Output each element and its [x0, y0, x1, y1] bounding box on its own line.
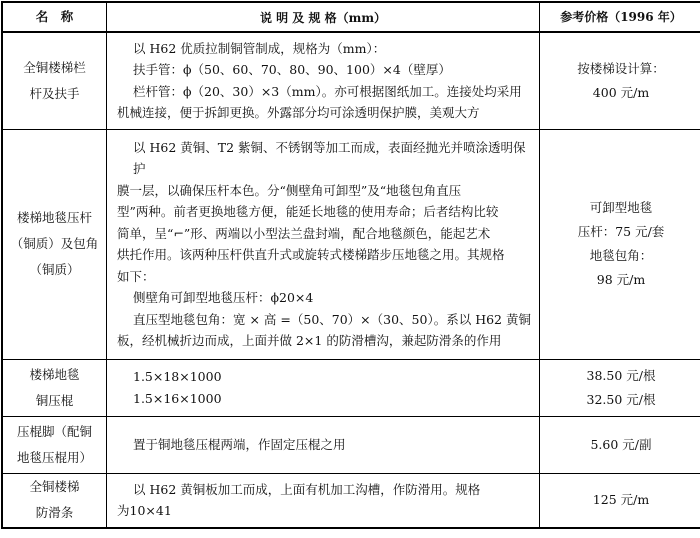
- table-row: [2, 473, 700, 528]
- table-row: [2, 32, 700, 129]
- item-name: 楼梯地毯压杆 （铜质）及包角 （铜质）: [2, 129, 107, 359]
- table-row: [2, 129, 700, 359]
- header-desc: 说 明 及 规 格（mm）: [107, 2, 540, 32]
- item-price: 5.60 元/副: [540, 416, 700, 473]
- spec-table: [1, 1, 700, 529]
- item-price: 38.50 元/根 32.50 元/根: [540, 359, 700, 416]
- item-name: 全铜楼梯栏 杆及扶手: [2, 32, 107, 129]
- item-price: 125 元/m: [540, 473, 700, 528]
- header-name: 名 称: [2, 2, 107, 32]
- header-price: 参考价格（1996 年）: [540, 2, 700, 32]
- item-name: 楼梯地毯 铜压棍: [2, 359, 107, 416]
- item-description: 置于铜地毯压棍两端，作固定压棍之用: [107, 416, 540, 473]
- item-description: 以 H62 黄铜板加工而成，上面有机加工沟槽，作防滑用。规格 为10×41: [107, 473, 540, 528]
- header-row: [2, 2, 700, 32]
- item-price: 可卸型地毯 压杆：75 元/套 地毯包角： 98 元/m: [540, 129, 700, 359]
- item-name: 全铜楼梯 防滑条: [2, 473, 107, 528]
- table-row: [2, 416, 700, 473]
- page: [0, 1, 700, 538]
- item-name: 压棍脚（配铜 地毯压棍用）: [2, 416, 107, 473]
- item-description: 以 H62 黄铜、T2 紫铜、不锈钢等加工而成，表面经抛光并喷涂透明保护 膜一层，以确保压杆本色。分“侧壁角可卸型”及“地毯包角直压 型”两种。前者更换地毯方便，能延长地毯的使用寿命；后者结构比较 简单，呈“⌐”形、两端以小型法兰盘封端，配合地毯颜色，能起艺术 烘托作用。该两种压杆供直升式或旋转式楼梯踏步压地毯之用。其规格 如下： 侧壁角可卸型地毯压杆：ϕ20×4 直压型地毯包角：宽 × 高 =（50、70）×（30、50）。系以 H62 黄铜 板，经机械折边而成，上面并做 2×1 的防滑槽沟，兼起防滑条的作用: [107, 129, 540, 359]
- item-description: 以 H62 优质拉制铜管制成，规格为（mm）： 扶手管：ϕ（50、60、70、80、90、100）×4（壁厚） 栏杆管：ϕ（20、30）×3（mm）。亦可根据图纸加工。连接处均采用 机械连接，便于拆卸更换。外露部分均可涂透明保护膜，美观大方: [107, 32, 540, 129]
- item-description: 1.5×18×1000 1.5×16×1000: [107, 359, 540, 416]
- item-price: 按楼梯设计算： 400 元/m: [540, 32, 700, 129]
- table-row: [2, 359, 700, 416]
